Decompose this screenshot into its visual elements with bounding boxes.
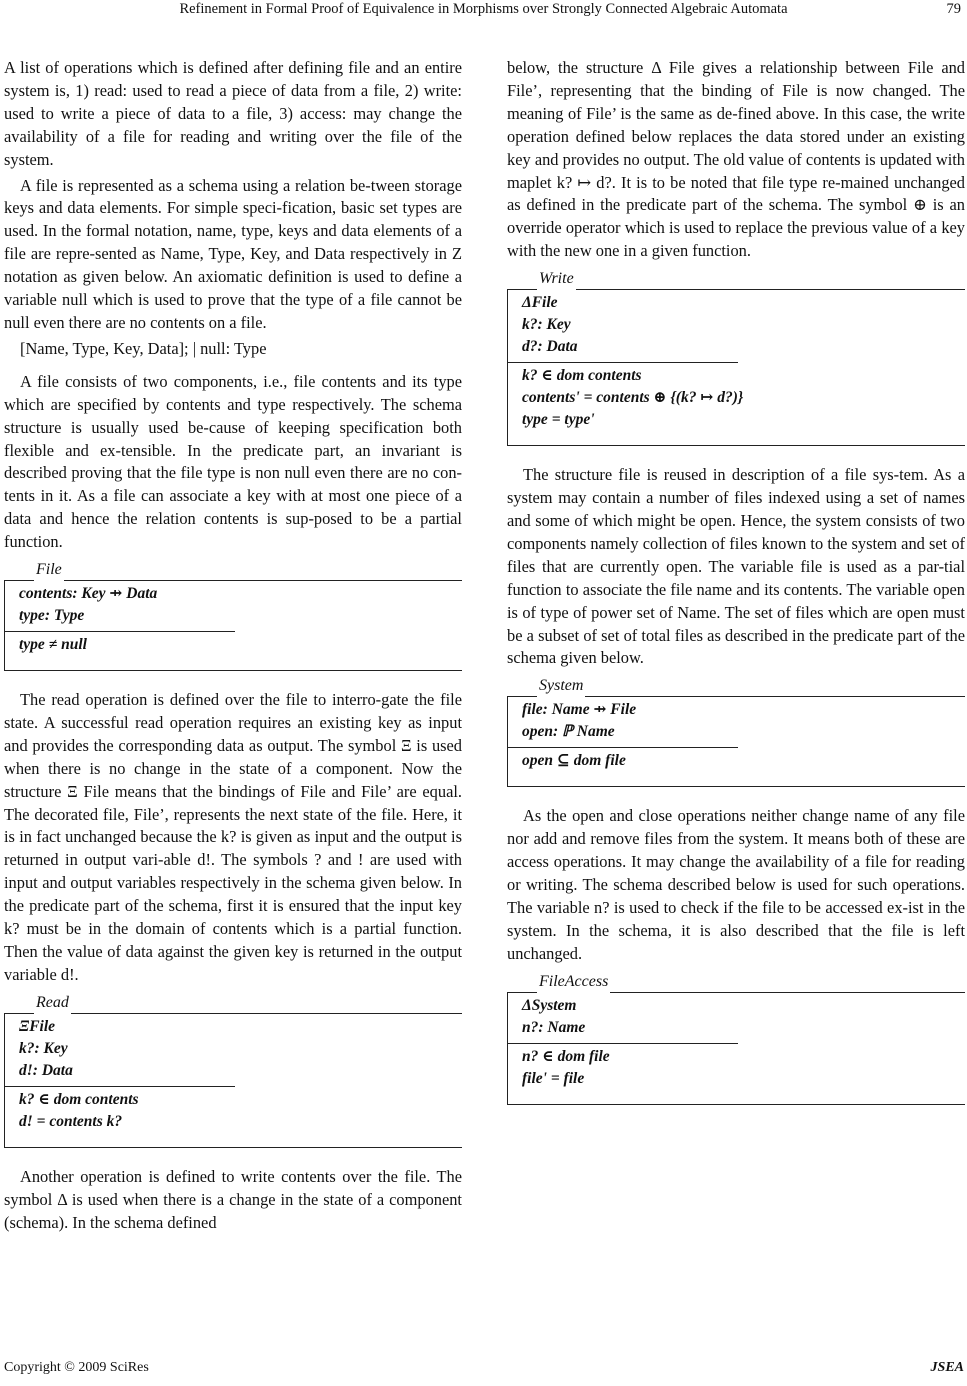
schema-decl: n?: Name: [522, 1018, 586, 1036]
schema-decl: k?: Key: [522, 316, 571, 334]
schema-pred: type ≠ null: [19, 636, 87, 654]
schema-decl: ΔSystem: [522, 996, 577, 1014]
schema-pred: file' = file: [522, 1069, 585, 1087]
schema-file: [4, 561, 462, 671]
schema-decl: d?: Data: [522, 338, 578, 356]
paragraph: As the open and close operations neither change name of any file nor add and remove files from the system. It means both of these are access operations. It may change the availability of a file for reading or writing. The schema described below is used for such operations. The variable n? is used to check if the file to be accessed ex-ist in the system. In the schema, it is also described that the file is left unchanged.: [507, 806, 965, 963]
left-column: [4, 57, 462, 1235]
schema-decl: open: ℙ Name: [522, 723, 615, 741]
paragraph: A file is represented as a schema using a relation be-tween storage keys and data elements. For simple speci-fication, basic set types are used. In the formal notation, name, type, keys and data elements of a file are repre-sented as Name, Type, Key, and Data respectively in Z notation as given below. An axiomatic definition is used to define a variable null which is used to prove that the type of a file cannot be null even there are no contents on a file.: [4, 175, 462, 332]
schema-pred: n? ∈ dom file: [522, 1047, 610, 1065]
journal-name: JSEA: [930, 1360, 964, 1375]
schema-name: Write: [537, 268, 576, 290]
schema-name: FileAccess: [537, 971, 610, 993]
running-title: Refinement in Formal Proof of Equivalence in Morphisms over Strongly Connected Algebraic Automata: [179, 1, 788, 17]
page-footer: [4, 1360, 964, 1376]
schema-name: Read: [34, 992, 71, 1014]
schema-pred: type = type': [522, 411, 595, 429]
paragraph: A file consists of two components, i.e., file contents and its type which are specified by contents and type respectively. The schema structure is usually used be-cause of keeping specification both flexible and ex-tensible. In the predicate part, an invariant is described proving that the file type is non null even there are no con-tents in it. As a file can associate a key with at most one piece of a data and hence the relation contents is sup-posed to be a partial function.: [4, 371, 462, 552]
schema-decl: d!: Data: [19, 1061, 73, 1079]
page-header: [0, 0, 967, 22]
schema-fileaccess: [507, 972, 965, 1105]
schema-write: [507, 270, 965, 446]
schema-decl: type: Type: [19, 607, 85, 625]
schema-decl: ΞFile: [19, 1017, 56, 1035]
paragraph: Another operation is defined to write contents over the file. The symbol Δ is used when there is a change in the state of a component (schema). In the schema defined: [4, 1166, 462, 1232]
schema-pred: k? ∈ dom contents: [19, 1090, 139, 1108]
paragraph: The structure file is reused in description of a file sys-tem. As a system may contain a number of files indexed using a set of names and some of which might be open. Hence, the system consists of two components namely collection of files known to the system and set of files that are currently open. The variable file is used as a par-tial function to associate the file name and its contents. The variable open is of type of power set of Name. The set of files which are open must be a subset of set of total files as described in the predicate part of the schema given below.: [507, 465, 965, 668]
schema-name: System: [537, 675, 585, 697]
copyright: Copyright © 2009 SciRes: [4, 1360, 149, 1375]
basic-type-declaration: [Name, Type, Key, Data]; | null: Type: [20, 338, 267, 358]
paragraph: below, the structure Δ File gives a relationship between File and File’, representing that the binding of File is now changed. The meaning of File’ is the same as de-fined above. In this case, the write operation defined below replaces the data stored under an existing key and provides no output. The old value of contents is updated with maplet k? ↦ d?. It is to be noted that file type re-mained unchanged as defined in the predicate part of the schema. The symbol ⊕ is an override operator which is used to replace the previous value of a key with the new one in a given function.: [507, 58, 965, 261]
right-column: [507, 57, 965, 1123]
schema-pred: contents' = contents ⊕ {(k? ↦ d?)}: [522, 389, 744, 407]
paragraph: A list of operations which is defined after defining file and an entire system is, 1) read: used to read a piece of data from a file, 2) write: used to write a piece of data to a file, 3) access: may change the availability of a file for reading and writing over the file of the system.: [4, 58, 462, 169]
schema-decl: file: Name ⇸ File: [522, 701, 637, 719]
schema-decl: k?: Key: [19, 1039, 68, 1057]
schema-decl: contents: Key ⇸ Data: [19, 585, 158, 603]
schema-read: [4, 993, 462, 1148]
schema-name: File: [34, 559, 64, 581]
schema-pred: d! = contents k?: [19, 1112, 123, 1130]
paragraph: The read operation is defined over the file to interro-gate the file state. A successful read operation requires an existing key as input and provides the corresponding data as output. The symbol Ξ is used when there is no change in the state of a component. Now the structure Ξ File means that the bindings of File and File’ are equal. The decorated file, File’, represents the next state of the file. Here, it is in fact unchanged because the k? is given as input and the output is returned in output vari-able d!. The symbols ? and ! are used with input and output variables respectively in the schema given below. In the predicate part of the schema, first it is ensured that the input key k? must be in the domain of contents which is a partial function. Then the value of data against the given key is returned in the output variable d!.: [4, 690, 462, 984]
schema-pred: open ⊆ dom file: [522, 752, 626, 770]
schema-system: [507, 677, 965, 787]
schema-pred: k? ∈ dom contents: [522, 367, 642, 385]
schema-decl: ΔFile: [522, 294, 558, 312]
page-number: 79: [946, 1, 961, 17]
